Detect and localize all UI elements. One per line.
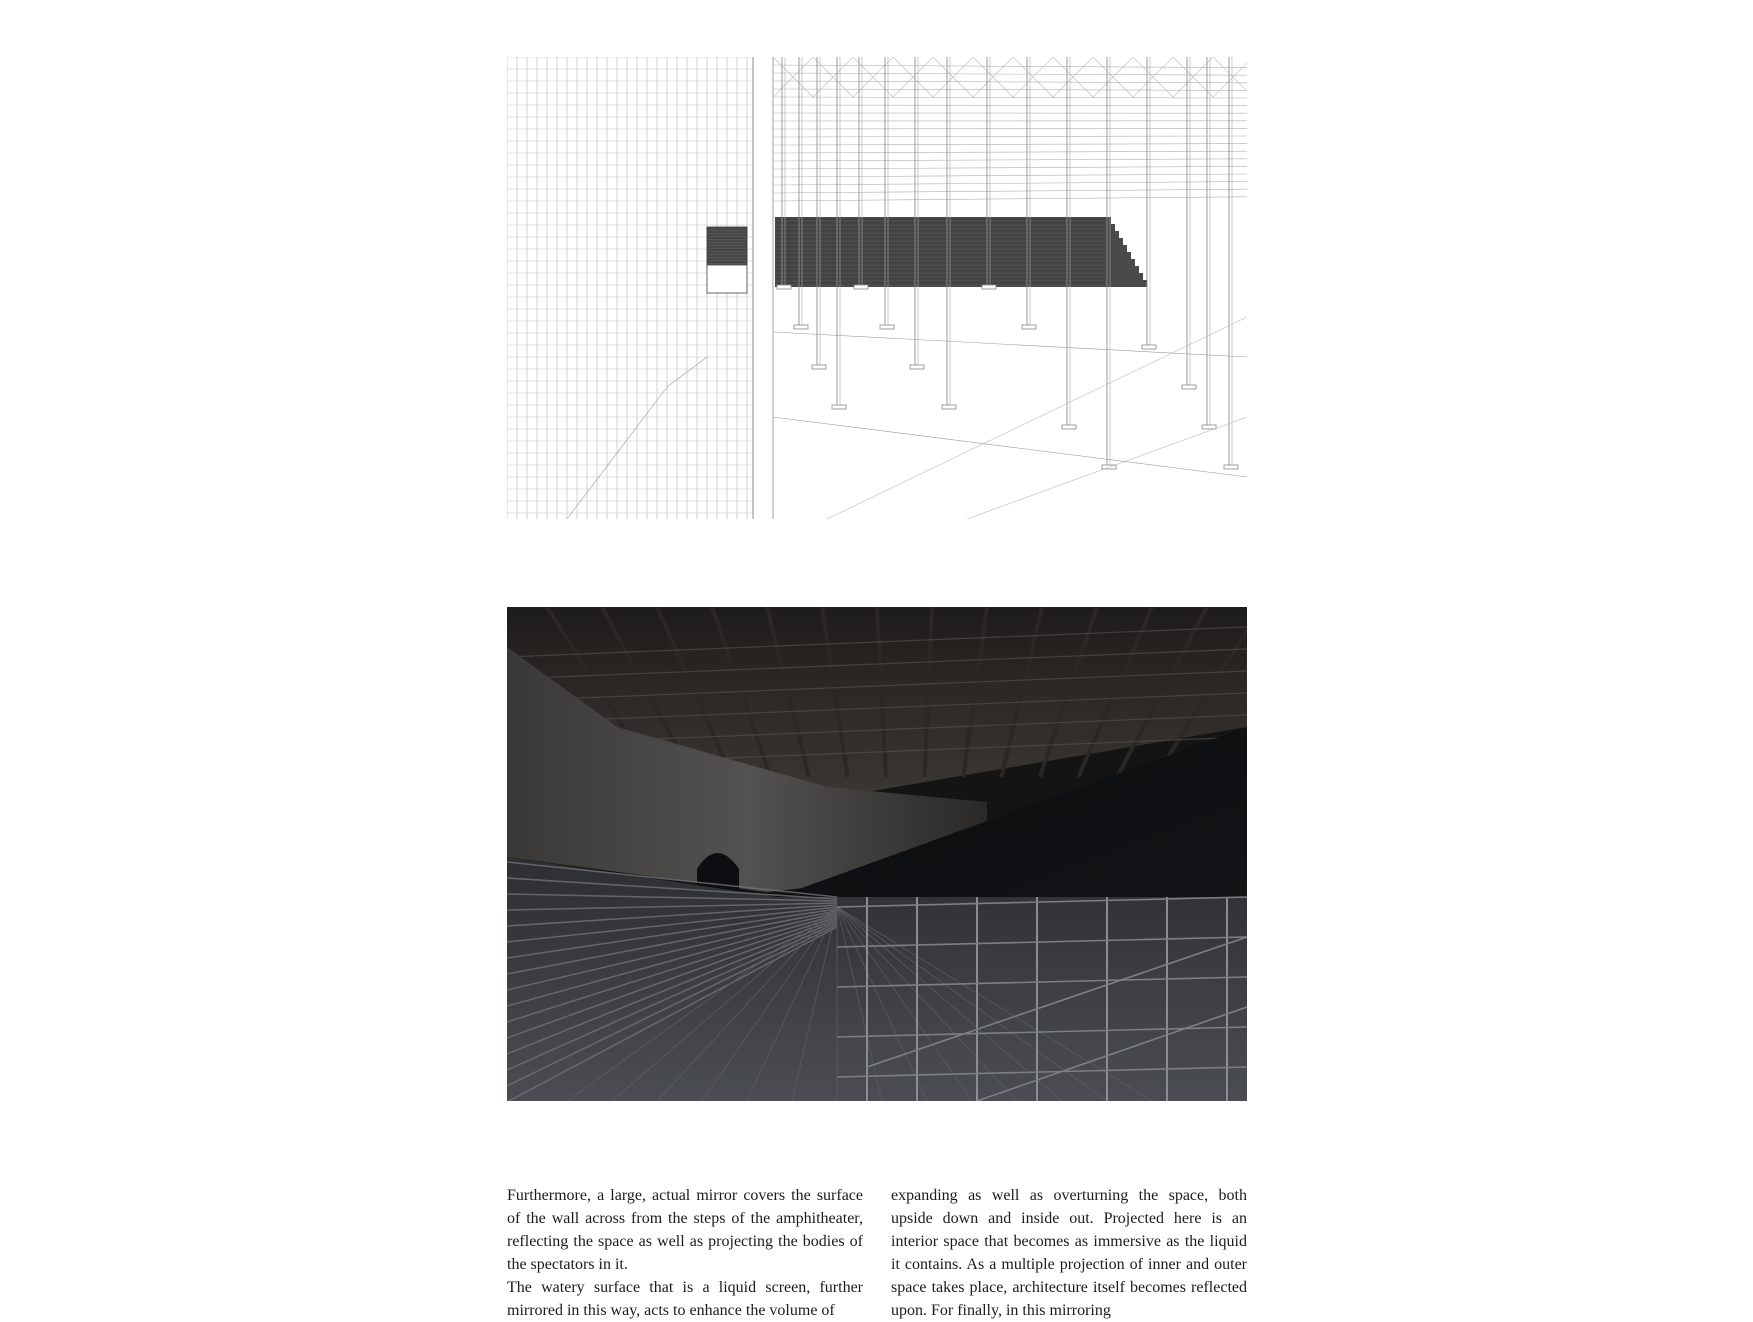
- text-column-left: [507, 1184, 863, 1322]
- wireframe-figure: [507, 57, 1247, 519]
- text-column-right: [891, 1184, 1247, 1322]
- wireframe-drawing: [507, 57, 1247, 519]
- paragraph: The watery surface that is a liquid screen, further mirrored in this way, acts to enhance the volume of: [507, 1276, 863, 1322]
- paragraph: expanding as well as overturning the space, both upside down and inside out. Projected here is an interior space that becomes as immersive as the liquid it contains. As a multiple projection of inner and outer space takes place, architecture itself becomes reflected upon. For finally, in this mirroring: [891, 1184, 1247, 1322]
- interior-photograph: [507, 607, 1247, 1101]
- paragraph: Furthermore, a large, actual mirror covers the surface of the wall across from the steps of the amphitheater, reflecting the space as well as projecting the bodies of the spectators in it.: [507, 1184, 863, 1276]
- photo-figure: [507, 607, 1247, 1101]
